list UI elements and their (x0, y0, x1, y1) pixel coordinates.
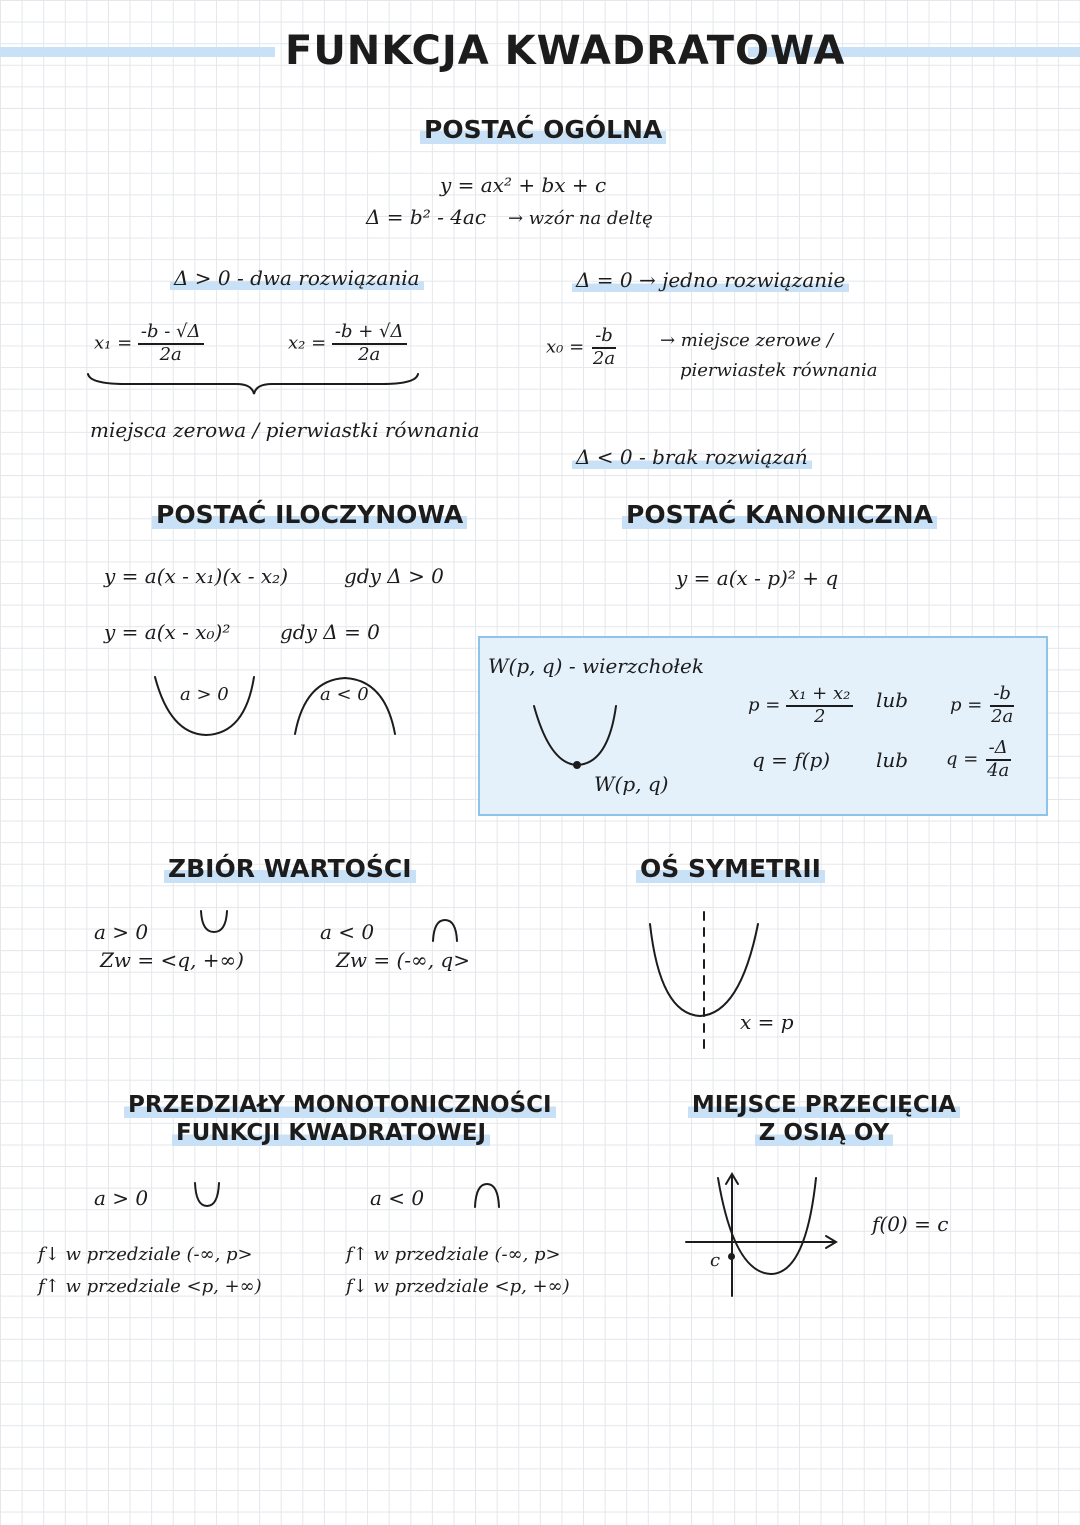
p-formula (748, 684, 853, 727)
monotonic-heading-line1: PRZEDZIAŁY MONOTONICZNOŚCI (124, 1092, 556, 1118)
q-alt-numerator: -Δ (986, 738, 1011, 761)
monotonic-heading (120, 1092, 552, 1147)
q-formula: q = f(p) (752, 748, 831, 772)
cap-down-icon (430, 916, 460, 944)
range-up-set: Zw = <q, +∞) (100, 948, 244, 972)
vertex-dot (573, 761, 581, 769)
x0-denominator: 2a (592, 347, 616, 369)
delta-zero-label: Δ = 0 → jedno rozwiązanie (572, 268, 849, 292)
intercept-dot (728, 1253, 735, 1260)
q-alt-lhs: q = (946, 748, 979, 770)
monotonic-heading-line2: FUNKCJI KWADRATOWEJ (172, 1120, 490, 1146)
mono-cap-down-icon (472, 1180, 502, 1210)
p-denominator: 2 (813, 705, 826, 727)
parabola-down-icon (290, 672, 400, 742)
product-heading: POSTAĆ ILOCZYNOWA (152, 500, 467, 529)
mono-down-line1: f↑ w przedziale (-∞, p> (346, 1244, 561, 1265)
x1-lhs: x₁ = (94, 332, 133, 354)
mono-down-cond: a < 0 (370, 1186, 425, 1210)
x0-note-line1: → miejsce zerowe / (660, 330, 833, 351)
intercept-formula: f(0) = c (872, 1212, 949, 1236)
range-down-set: Zw = (-∞, q> (336, 948, 470, 972)
product-up-label: a > 0 (180, 684, 229, 705)
or-label-2: lub (876, 748, 909, 772)
product-condition-2: gdy Δ = 0 (280, 620, 380, 644)
delta-negative-label: Δ < 0 - brak rozwiązań (572, 445, 812, 469)
axis-heading: OŚ SYMETRII (636, 854, 825, 883)
delta-positive-label: Δ > 0 - dwa rozwiązania (170, 266, 424, 290)
cup-up-icon (198, 908, 230, 936)
intercept-heading-line1: MIEJSCE PRZECIĘCIA (688, 1092, 960, 1118)
x2-lhs: x₂ = (288, 332, 327, 354)
x2-numerator: -b + √Δ (332, 322, 407, 345)
intercept-heading (670, 1092, 978, 1147)
x0-numerator: -b (592, 326, 616, 349)
mono-down-line2: f↓ w przedziale <p, +∞) (346, 1276, 570, 1297)
intercept-heading-line2: Z OSIĄ OY (755, 1120, 894, 1146)
or-label-1: lub (876, 688, 909, 712)
intercept-graph-icon (684, 1170, 844, 1300)
x2-formula (288, 322, 407, 365)
range-up-cond: a > 0 (94, 920, 149, 944)
x1-formula (94, 322, 204, 365)
mono-up-line1: f↓ w przedziale (-∞, p> (38, 1244, 253, 1265)
symmetry-parabola-icon (640, 908, 770, 1058)
delta-note: → wzór na deltę (508, 208, 653, 229)
x1-numerator: -b - √Δ (138, 322, 204, 345)
p-alt-formula (950, 684, 1016, 727)
page-title: FUNKCJA KWADRATOWA (285, 28, 846, 74)
roots-note: miejsca zerowa / pierwiastki równania (90, 418, 480, 442)
p-alt-lhs: p = (950, 694, 983, 716)
x0-formula (546, 326, 618, 369)
range-down-cond: a < 0 (320, 920, 375, 944)
product-formula-1: y = a(x - x₁)(x - x₂) (104, 564, 289, 588)
x1-denominator: 2a (159, 343, 182, 365)
vertex-label: W(p, q) - wierzchołek (488, 654, 704, 678)
canonical-formula: y = a(x - p)² + q (676, 566, 839, 590)
general-formula: y = ax² + bx + c (440, 173, 607, 197)
x2-denominator: 2a (358, 343, 381, 365)
p-numerator: x₁ + x₂ (786, 684, 853, 707)
range-heading: ZBIÓR WARTOŚCI (164, 854, 416, 883)
general-heading: POSTAĆ OGÓLNA (420, 115, 666, 144)
title-underline-left (0, 47, 275, 57)
mono-up-cond: a > 0 (94, 1186, 149, 1210)
p-alt-numerator: -b (990, 684, 1014, 707)
p-lhs: p = (748, 694, 781, 716)
mono-up-line2: f↑ w przedziale <p, +∞) (38, 1276, 262, 1297)
delta-formula: Δ = b² - 4ac (366, 205, 487, 229)
product-formula-2: y = a(x - x₀)² (104, 620, 231, 644)
product-down-label: a < 0 (320, 684, 369, 705)
q-alt-denominator: 4a (987, 759, 1010, 781)
canonical-heading: POSTAĆ KANONICZNA (622, 500, 937, 529)
brace-under-roots (86, 372, 421, 396)
mono-cup-up-icon (192, 1180, 222, 1210)
parabola-up-icon (150, 672, 260, 742)
product-condition-1: gdy Δ > 0 (344, 564, 444, 588)
p-alt-denominator: 2a (991, 705, 1014, 727)
x0-lhs: x₀ = (546, 336, 585, 358)
q-alt-formula (946, 738, 1012, 781)
vertex-point-label: W(p, q) (594, 772, 669, 796)
intercept-c-label: c (710, 1250, 721, 1271)
x0-note-line2: pierwiastek równania (680, 360, 878, 381)
axis-equation: x = p (740, 1010, 794, 1034)
